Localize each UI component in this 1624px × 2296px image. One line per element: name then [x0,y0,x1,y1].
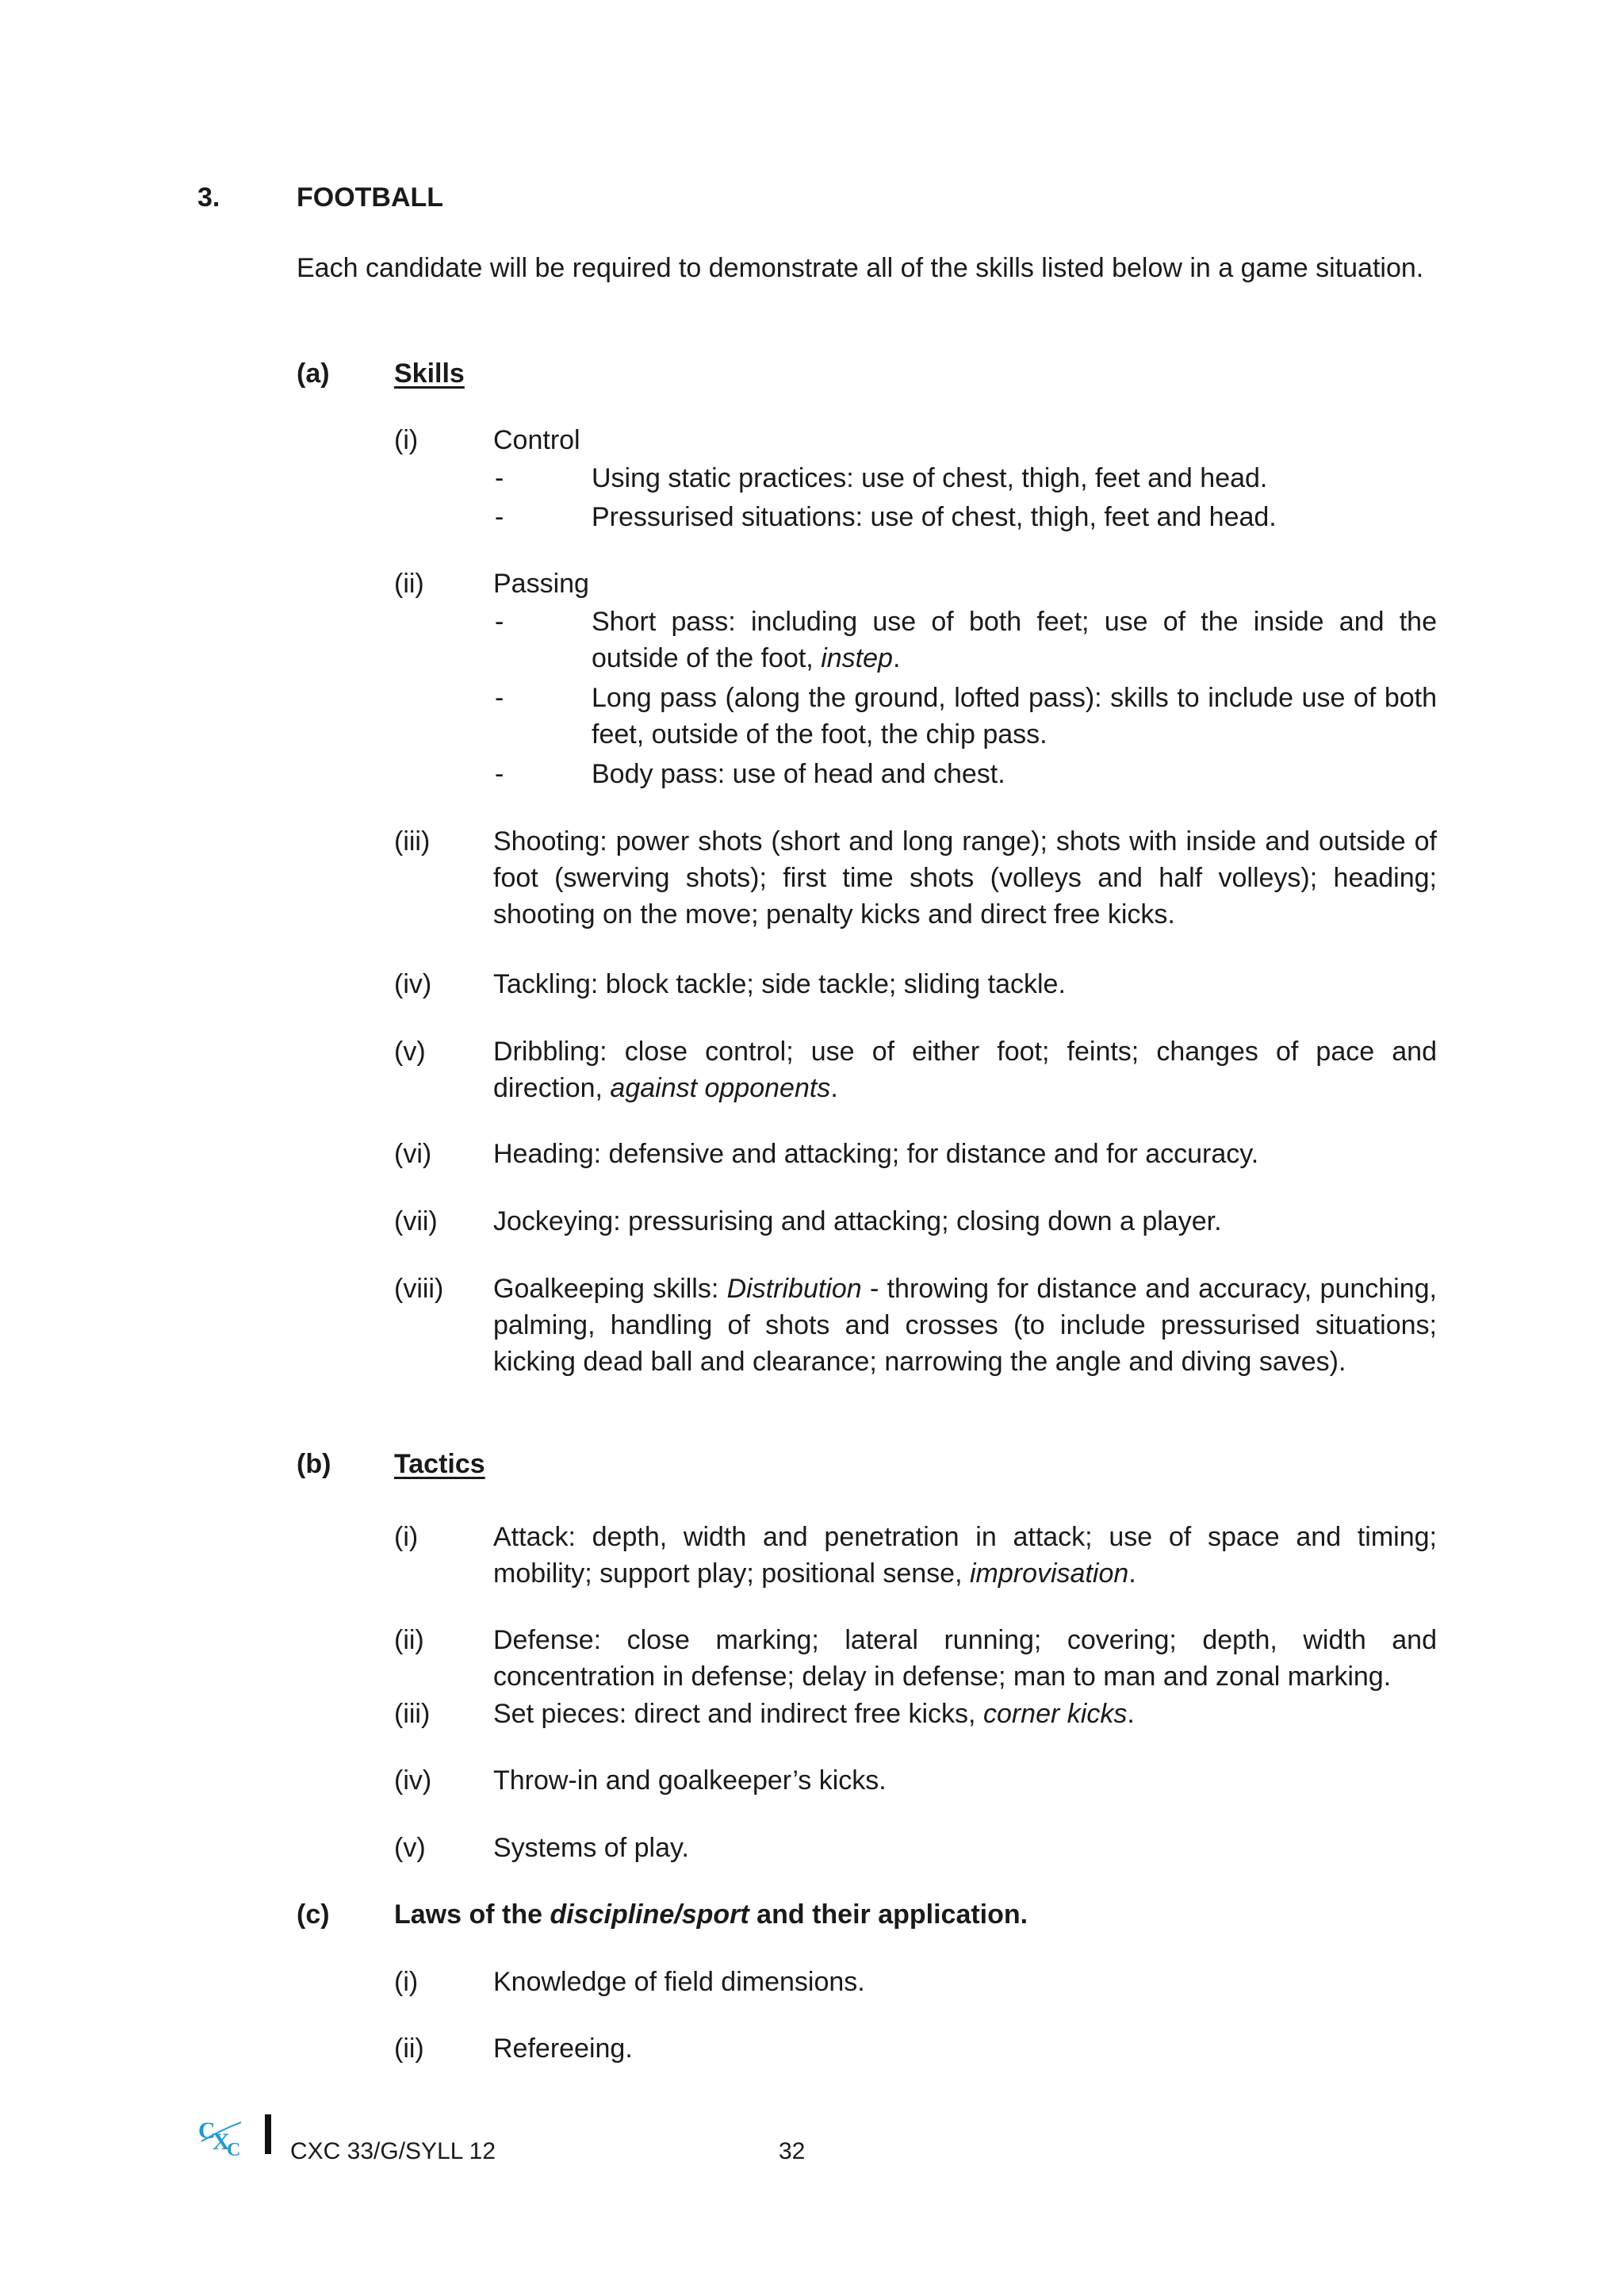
item-text: Tackling: block tackle; side tackle; sliding tackle. [493,969,1066,999]
bullet-text: Short pass: including use of both feet; use of the inside and the outside of the foot, instep. [592,607,1437,673]
bullet-text: Using static practices: use of chest, thigh, feet and head. [592,463,1268,493]
item-text: Defense: close marking; lateral running; covering; depth, width and concentration in defense; delay in defense; man to man and zonal marking. [493,1625,1437,1692]
item-number: (iv) [394,969,432,999]
subsection-a-label: (a) [297,358,330,389]
dash-bullet: - [495,607,504,637]
item-text: Systems of play. [493,1833,689,1863]
subsection-c-heading: Laws of the discipline/sport and their application. [394,1899,1028,1930]
page-number: 32 [779,2138,806,2164]
footer-code: CXC 33/G/SYLL 12 [290,2138,496,2164]
item-text: Set pieces: direct and indirect free kicks, corner kicks. [493,1699,1135,1729]
cxc-logo [197,2114,252,2159]
item-number: (viii) [394,1274,444,1304]
dash-bullet: - [495,683,504,713]
item-number: (vi) [394,1139,432,1169]
section-title: FOOTBALL [297,182,444,213]
intro-paragraph: Each candidate will be required to demonstrate all of the skills listed below in a game situation. [297,253,1424,283]
section-number: 3. [197,182,220,213]
item-text: Shooting: power shots (short and long range); shots with inside and outside of foot (swerving shots); first time shots (volleys and half volleys); heading; shooting on the move; penalty kicks and direct free kicks. [493,826,1437,930]
subsection-a-heading: Skills [394,358,465,389]
subsection-b-label: (b) [297,1449,331,1479]
item-title: Control [493,425,580,455]
cxc-logo-icon [197,2114,252,2159]
svg-text:C: C [227,2140,241,2159]
bullet-text: Pressurised situations: use of chest, thigh, feet and head. [592,502,1277,532]
svg-text:C: C [198,2118,216,2144]
item-number: (vii) [394,1206,438,1236]
item-number: (ii) [394,2033,424,2064]
item-number: (iii) [394,1699,431,1729]
item-text: Refereeing. [493,2033,633,2064]
bullet-text: Long pass (along the ground, lofted pass): skills to include use of both feet, outside of the foot, the chip pass. [592,683,1437,749]
item-text: Knowledge of field dimensions. [493,1967,865,1997]
item-number: (ii) [394,1625,424,1655]
svg-text:X: X [213,2129,230,2155]
item-number: (ii) [394,569,424,599]
bullet-text: Body pass: use of head and chest. [592,759,1005,789]
item-text: Throw-in and goalkeeper’s kicks. [493,1765,887,1796]
dash-bullet: - [495,759,504,789]
subsection-b-heading: Tactics [394,1449,485,1479]
footer-divider [265,2114,271,2154]
item-number: (v) [394,1037,426,1067]
item-text: Attack: depth, width and penetration in attack; use of space and timing; mobility; support play; positional sense, improvisation. [493,1522,1437,1589]
item-number: (i) [394,1522,419,1552]
item-number: (v) [394,1833,426,1863]
item-text: Dribbling: close control; use of either foot; feints; changes of pace and direction, against opponents. [493,1037,1437,1103]
dash-bullet: - [495,463,504,493]
item-text: Jockeying: pressurising and attacking; closing down a player. [493,1206,1222,1236]
item-text: Heading: defensive and attacking; for distance and for accuracy. [493,1139,1259,1169]
item-title: Passing [493,569,589,599]
item-text: Goalkeeping skills: Distribution - throwing for distance and accuracy, punching, palming, handling of shots and crosses (to include pressurised situations; kicking dead ball and clearance; narrowing the angle and diving saves). [493,1274,1437,1377]
item-number: (i) [394,1967,419,1997]
item-number: (iv) [394,1765,432,1796]
subsection-c-label: (c) [297,1899,330,1930]
item-number: (i) [394,425,419,455]
dash-bullet: - [495,502,504,532]
item-number: (iii) [394,826,431,857]
